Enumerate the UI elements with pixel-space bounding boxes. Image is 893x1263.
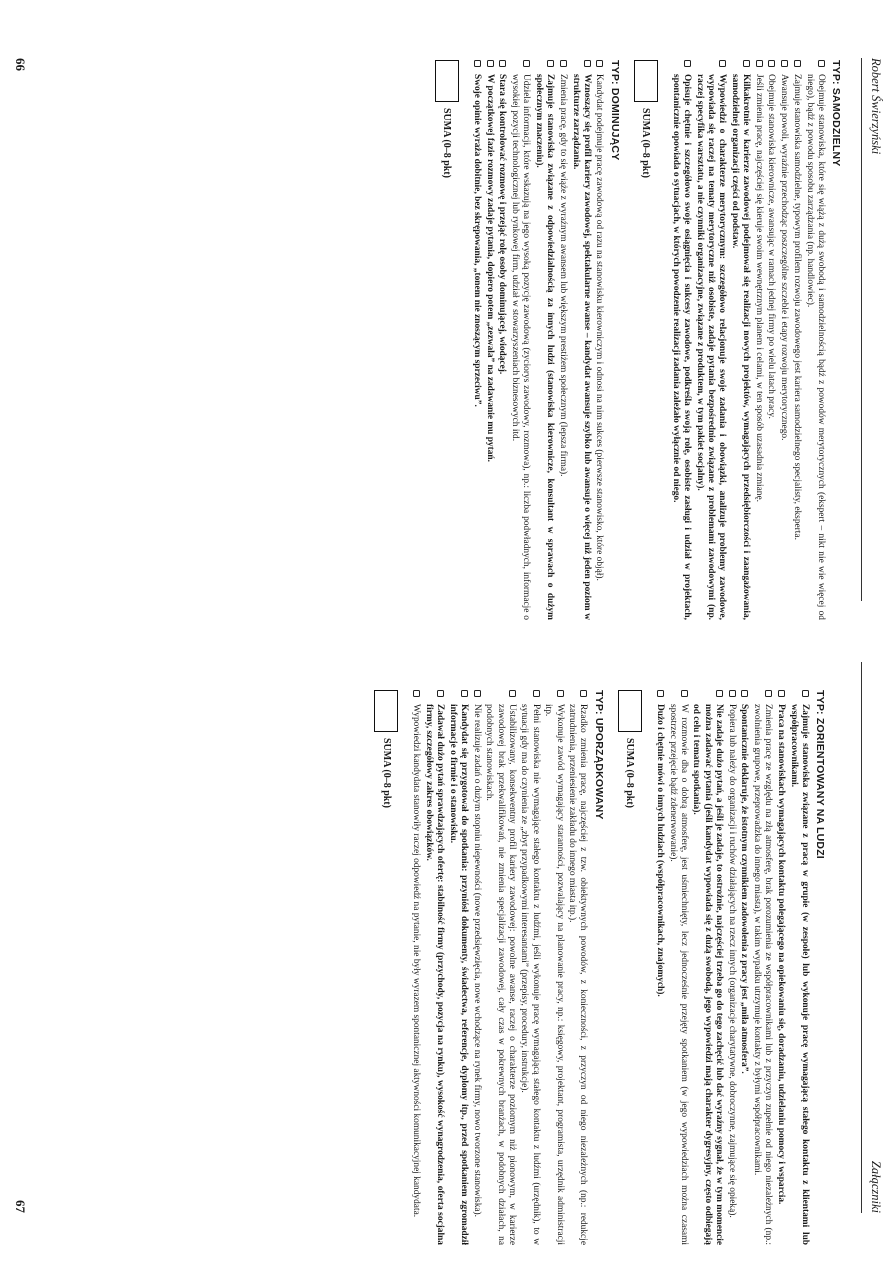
checkbox-icon <box>461 690 468 697</box>
checklist-item-text: W rozmowie dba o dobrą atmosferę, jest uśmiechnięty, lecz jednocześnie przejęty spotkaniem (w jego wypowiedziach można czasami spostrzec przejęcie bądź zdenerwowanie). <box>667 704 689 1245</box>
score-sum-label: SUMA (0–8 pkt) <box>441 108 453 179</box>
checkbox-icon <box>533 690 540 697</box>
header-rule <box>861 58 862 601</box>
section-title: TYP: UPORZĄDKOWANY <box>592 690 605 820</box>
checklist-item <box>447 690 469 1245</box>
checklist-item <box>533 60 555 620</box>
score-sum-row <box>374 690 398 1245</box>
checklist-item-text: Dużo i chętnie mówi o innych ludziach (współpracownikach, znajomych). <box>654 704 665 997</box>
checklist-item <box>423 690 445 1245</box>
checklist <box>654 690 810 1245</box>
checkbox-icon <box>781 60 788 67</box>
header-rule <box>861 662 862 1213</box>
checklist-item <box>751 690 773 1245</box>
checklist-item <box>729 60 751 620</box>
questionnaire-section <box>618 690 825 1245</box>
checkbox-icon <box>818 60 825 67</box>
checkbox-icon <box>716 690 723 697</box>
checkbox-icon <box>413 690 420 697</box>
checkbox-icon <box>437 690 444 697</box>
checkbox-icon <box>684 60 691 67</box>
checklist-item-text: Wykonuje zawód wymagający staranności, pozwalający na planowanie pracy, np.: księgowy, projektant, programista, urzędnik administracji itp. <box>543 704 565 1245</box>
checklist-item <box>483 690 517 1245</box>
checklist-item <box>496 60 507 620</box>
checklist-item-text: Zajmuje stanowiska związane z pracą w grupie (w zespole) lub wykonuje pracę wymagającą stałego kontaktu z klientami lub współpracownikami. <box>788 704 810 1245</box>
checkbox-icon <box>547 60 554 67</box>
running-head: Załączniki <box>869 1160 883 1213</box>
checklist-item <box>738 690 749 1245</box>
checkbox-icon <box>580 690 587 697</box>
checklist-item <box>775 690 786 1245</box>
checklist-item-text: Awansuje powoli, wyraźnie przechodząc poszczególne szczeble i etapy rozwoju merytorycznego. <box>779 74 790 441</box>
checklist-item-text: Ustabilizowany, konsekwentny profil kariery zawodowej: powolne awanse, raczej o charakterze poziomym niż pionowym, w karierze zawodowej brak przekwalifikowań, nie zmienia specjalizacji zawodowej, cały czas w pokrewnych branżach, w podobnych działach, na podobnych stanowiskach. <box>484 704 517 1245</box>
checkbox-icon <box>719 60 726 67</box>
checkbox-icon <box>794 60 801 67</box>
checkbox-icon <box>768 60 775 67</box>
checklist-item-text: Spontanicznie deklaruje, że istotnym czynnikiem zadowolenia z pracy jest „miła atmosfera”. <box>739 704 750 1074</box>
right-page <box>0 632 893 1263</box>
checkbox-icon <box>681 690 688 697</box>
checkbox-icon <box>584 60 591 67</box>
checklist-item-text: Opisuje chętnie i szczegółowo swoje osiągnięcia i sukcesy zawodowe, podkreśla swoją rolę, osobiste zasługi i udział w projektach, spontanicznie opowiada o sytuacjach, w których powodzenie realizacji zadania zależało wyłącznie od niego. <box>670 74 693 620</box>
checkbox-icon <box>557 690 564 697</box>
checklist-item <box>725 690 736 1245</box>
checklist-item <box>666 690 688 1245</box>
checklist-item-text: Zmienia pracę ze względu na złą atmosferę, brak porozumienia ze współpracownikami lub z przyczyn zupełnie od niego niezależnych (np.: zwolnienia grupowe, przeprowadzka do innego miasta), w takim wypadku utrzymuje kontakty z byłymi współpracownikami. <box>751 704 774 1245</box>
checklist-item-text: Kandydat się przygotował do spotkania: przyniósł dokumenty, świadectwa, referencje, dyplomy itp., przed spotkaniem zgromadził informacje o firmie i o stanowisku. <box>447 704 469 1245</box>
checklist-item-text: Obejmuje stanowiska, które się wiążą z dużą swobodą i samodzielnością bądź z powodów merytorycznych (ekspert – nikt nie wie więcej od niego), bądź z powodu sposobu zarządzania (np. handlowiec). <box>804 74 826 620</box>
checkbox-icon <box>743 60 750 67</box>
score-sum-row <box>435 60 459 620</box>
section-title: TYP: ZORIENTOWANY NA LUDZI <box>814 690 826 859</box>
checkbox-icon <box>741 690 748 697</box>
checklist-item <box>542 690 564 1245</box>
section-title: TYP: DOMINUJĄCY <box>608 60 621 161</box>
checklist-item-text: Popiera lub należy do organizacji i ruchów działających na rzecz innych (organizacje charytatywne, dobroczynne, zajmujące się opieką). <box>726 704 737 1218</box>
section-title: TYP: SAMODZIELNY <box>830 60 842 167</box>
left-page <box>0 0 893 631</box>
checklist-item-text: Jeśli zmienia pracę, najczęściej się kieruje swoim wewnętrznym planem i celami, w ten sposób uzasadnia zmianę. <box>753 74 764 502</box>
checklist-item <box>557 60 568 620</box>
checkbox-icon <box>778 690 785 697</box>
checklist-item-text: Zmienia pracę, gdy to się wiąże z wyraźnym awansem lub większym prestiżem społecznym (lepsza firma). <box>557 74 568 477</box>
score-box <box>374 690 398 732</box>
checkbox-icon <box>509 690 516 697</box>
checklist-item <box>518 690 540 1245</box>
score-box <box>618 690 642 732</box>
score-sum-label: SUMA (0–8 pkt) <box>380 738 392 809</box>
page-number: 66 <box>13 58 28 71</box>
checklist-item-text: Rzadko zmienia pracę, najczęściej z tzw. obiektywnych powodów, z konieczności, z przyczyn od niego niezależnych (np.: redukcje zatrudnienia, przeniesienie zakładu do innego miasta itp.). <box>567 704 589 1245</box>
checklist-item <box>791 60 802 620</box>
checkbox-icon <box>474 690 481 697</box>
checklist-item-text: Nie zadaje dużo pytań, a jeśli je zadaje, to ostrożnie, najczęściej trzeba go do tego zachęcić lub dać wyraźny sygnał, że w tym momencie można zadawać pytania (jeśli kandydat wypowiada się z dużą swobodą, jego wypowiedzi mają charakter dygresyjny, często odbiegają od celu i tematu spotkania). <box>691 704 724 1245</box>
checklist-item-text: Nie realizuje zadań o dużym stopniu niepewności (nowe przedsięwzięcia, nowe wchodzące na rynek firmy, nowo tworzone stanowiska). <box>471 704 482 1218</box>
score-sum-row <box>618 690 642 1245</box>
left-column <box>421 60 841 620</box>
checkbox-icon <box>560 60 567 67</box>
questionnaire-section <box>634 60 841 620</box>
questionnaire-section <box>435 60 620 620</box>
checkbox-icon <box>657 690 664 697</box>
checklist-item <box>765 60 776 620</box>
checkbox-icon <box>756 60 763 67</box>
checklist-item-text: Wypowiedzi kandydata stanowiły raczej odpowiedź na pytanie, nie były wyrazem spontanicznej aktywności komunikacyjnej kandydata. <box>411 704 422 1218</box>
score-box <box>435 60 459 102</box>
checklist-item <box>690 690 724 1245</box>
checklist-item <box>593 60 604 620</box>
checklist-item-text: Obejmuje stanowiska kierownicze, awansując w ramach jednej firmy po wielu latach pracy. <box>766 74 777 419</box>
checklist-item <box>483 60 494 620</box>
checklist-item-text: Zajmuje stanowiska samodzielne, typowym profilem rozwoju zawodowego jest kariera samodzielnego specjalisty, eksperta. <box>791 74 802 540</box>
score-sum-label: SUMA (0–8 pkt) <box>640 108 652 179</box>
checklist-item <box>470 690 481 1245</box>
checkbox-icon <box>765 690 772 697</box>
checklist-item-text: Zadawał dużo pytań sprawdzających ofertę: stabilność firmy (przychody, pozycja na rynku), wysokość wynagrodzenia, oferta socjalna firmy, szczegółowy zakres obowiązków. <box>423 704 446 1245</box>
checklist-item <box>753 60 764 620</box>
checklist-item-text: Kilkakrotnie w karierze zawodowej podejmował się realizacji nowych projektów, wymagających przedsiębiorczości i zaangażowania, samodzielnej organizacji części od podstaw. <box>729 74 752 620</box>
checklist-item <box>569 60 591 620</box>
checklist-item <box>787 690 809 1245</box>
checklist-item <box>803 60 825 620</box>
checklist <box>670 60 826 620</box>
checkbox-icon <box>474 60 481 67</box>
checklist <box>410 690 589 1245</box>
checklist-item-text: Praca na stanowiskach wymagających kontaktu polegającego na opiekowaniu się, doradzaniu, udzielaniu pomocy i wsparcia. <box>775 704 786 1205</box>
checklist-item-text: Zajmuje stanowiska związane z odpowiedzialnością za innych ludzi (stanowiska kierownicze, konsultant w sprawach o dużym społecznym znaczeniu). <box>533 74 556 620</box>
checklist-item-text: Kandydat podejmuje pracę zawodową od razu na stanowisku kierowniczym i odnosi na nim sukces (pierwsze stanowisko, które objął). <box>594 74 605 581</box>
checkbox-icon <box>802 690 809 697</box>
checkbox-icon <box>487 60 494 67</box>
score-box <box>634 60 658 102</box>
checklist-item <box>670 60 692 620</box>
checklist-item-text: Swoje opinie wyraża dobitnie, bez skrępowania, „tonem nie znoszącym sprzeciwu”. <box>471 74 482 407</box>
checkbox-icon <box>729 690 736 697</box>
score-sum-label: SUMA (0–8 pkt) <box>624 738 636 809</box>
checkbox-icon <box>523 60 530 67</box>
checklist-item <box>778 60 789 620</box>
checklist-item <box>471 60 482 620</box>
checklist-item-text: W początkowej fazie rozmowy zadaje pytania, dopiero potem „zezwala” na zadawanie mu pytań. <box>484 74 495 462</box>
questionnaire-section <box>374 690 604 1245</box>
page-number: 67 <box>13 1200 28 1213</box>
score-sum-row <box>634 60 658 620</box>
checklist-item-text: Udziela informacji, które wskazują na jego wysoką pozycję zawodową (zyciorys zawodowy, rozmowa), np.: liczba podwładnych, informacje o wysokiej pozycji technologicznej lub rynkowej firm, udział w stowarzyszeniach biznesowych itd. <box>510 74 532 620</box>
checklist <box>471 60 605 620</box>
checklist-item-text: Wypowiedzi o charakterze merytorycznym: szczegółowo relacjonuje swoje zadania i obowiązki, analizuje problemy zawodowe, wypowiada się raczej na tematy merytoryczne niż osobiste, zadaje pytania bezpośrednio związane z problemami zawodowymi (np. raczej specyfika warsztatu, a nie czynniki organizacyjne, związane z produktem, w tym pakiet socjalny). <box>694 74 728 620</box>
right-column <box>360 690 825 1245</box>
checklist-item <box>654 690 665 1245</box>
checklist-item <box>566 690 588 1245</box>
running-head: Robert Świerzyński <box>869 58 883 155</box>
checklist-item-text: Stara się kontrolować rozmowę i przejąć rolę osoby dominującej, wiodącej. <box>497 74 508 375</box>
checkbox-icon <box>596 60 603 67</box>
checklist-item <box>410 690 421 1245</box>
checklist-item-text: Pełni stanowiska nie wymagające stałego kontaktu z ludźmi, jeśli wykonuje pracę wymagającą stałego kontaktu z ludźmi (urzędnik), to w sytuacji gdy ma do czynienia ze „zbyt przypadkowymi interesantami” (przepisy, procedury, instrukcje). <box>519 704 541 1245</box>
checkbox-icon <box>499 60 506 67</box>
checklist-item <box>509 60 531 620</box>
checklist-item <box>694 60 728 620</box>
checklist-item-text: Wznoszący się profil kariery zawodowej, spektakularne awanse – kandydat awansuje szybko lub awansuje o więcej niż jeden poziom w strukturze zarządzania. <box>570 74 592 620</box>
